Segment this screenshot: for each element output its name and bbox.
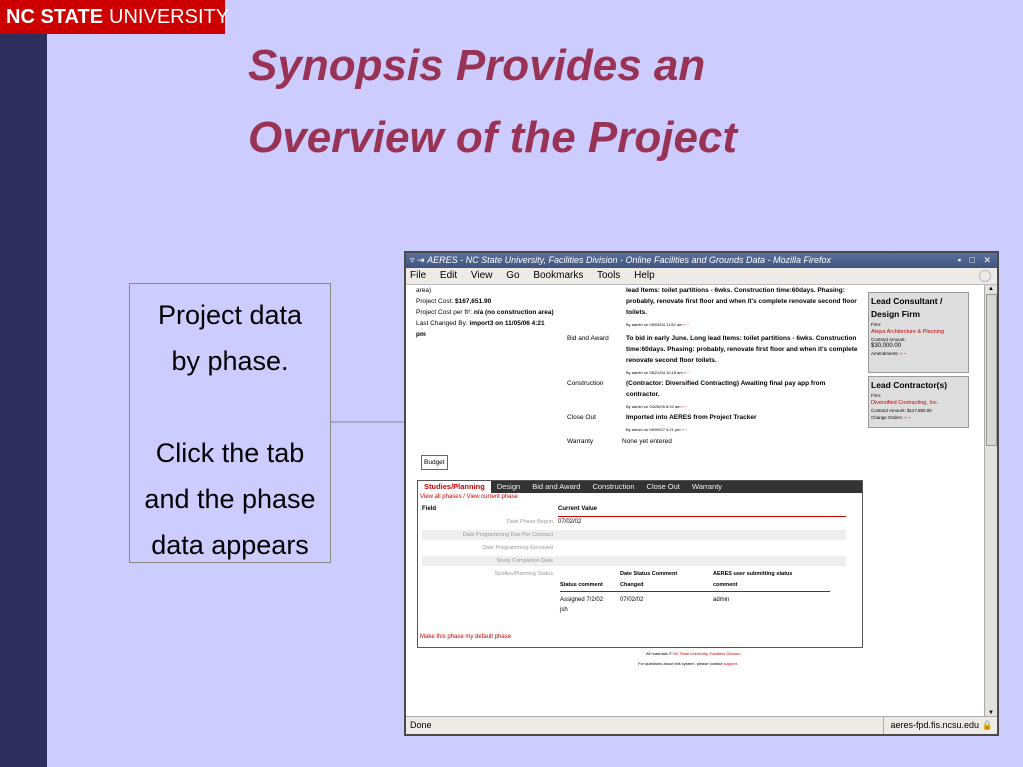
menu-help[interactable]: Help bbox=[634, 270, 655, 281]
construction-label: Construction bbox=[567, 380, 604, 387]
closeout-meta bbox=[626, 427, 687, 432]
contractor-amount: Contract Amount: $117,880.00 bbox=[871, 408, 932, 413]
consultant-amount: $30,000.00 bbox=[871, 343, 902, 349]
footer-support-link[interactable]: support. bbox=[723, 661, 739, 666]
status-rule bbox=[560, 591, 830, 592]
status-bar bbox=[406, 716, 997, 734]
menu-edit[interactable]: Edit bbox=[439, 270, 458, 281]
menu-go[interactable]: Go bbox=[506, 270, 520, 281]
area-tail: area) bbox=[416, 287, 432, 294]
status-comment-1: Assigned 7/2/02 bbox=[560, 597, 604, 603]
consultant-amount-label: Contract Amount: bbox=[871, 337, 906, 342]
footer-copyright: All materials © bbox=[646, 651, 672, 656]
window-title: AERES - NC State University, Facilities Division - Online Facilities and Grounds Data - Mozilla Firefox bbox=[427, 255, 832, 265]
scroll-thumb[interactable] bbox=[986, 294, 997, 446]
phase-panel bbox=[417, 480, 863, 648]
menu-view[interactable]: View bbox=[470, 270, 493, 281]
status-col-date-1: Date Status Comment bbox=[620, 571, 678, 577]
cost-per-ft-value: n/a (no construction area) bbox=[473, 309, 554, 316]
last-changed-value: import3 on bbox=[469, 320, 504, 327]
tab-bid-and-award[interactable]: Bid and Award bbox=[532, 482, 581, 491]
consultant-box bbox=[868, 292, 969, 373]
project-cost-value: $167,651.90 bbox=[455, 298, 492, 305]
consultant-amendments bbox=[871, 350, 966, 357]
status-domain: aeres-fpd.fis.ncsu.edu bbox=[883, 717, 979, 734]
title-line-2: Overview of the Project bbox=[248, 113, 738, 162]
default-phase-link[interactable]: Make this phase my default phase bbox=[420, 634, 512, 640]
contractor-firm-label: Firm: bbox=[871, 393, 882, 398]
page-content bbox=[406, 285, 985, 717]
col-value-header: Current Value bbox=[558, 506, 598, 512]
project-cost bbox=[416, 298, 491, 305]
field-label: Date Programming Received bbox=[482, 545, 553, 551]
consultant-firm[interactable]: Atepa Architecture & Planning bbox=[871, 329, 945, 335]
closeout-more-link[interactable]: » ~ bbox=[681, 427, 688, 432]
browser-window bbox=[404, 251, 999, 736]
field-label: Date Phase Begun bbox=[506, 519, 553, 525]
callout-line-1: Project data bbox=[157, 300, 303, 330]
field-label: Date Programming Due Per Contract bbox=[462, 532, 553, 538]
change-orders-link[interactable]: » ~ bbox=[904, 415, 911, 420]
status-col-user-1: AERES user submitting status bbox=[713, 571, 793, 577]
construction-more-link[interactable]: » ~ bbox=[681, 404, 688, 409]
menu-bar bbox=[406, 268, 997, 285]
contractor-heading: Lead Contractor(s) bbox=[871, 380, 948, 390]
bid-label: Bid and Award bbox=[567, 335, 609, 342]
callout-line-2: by phase. bbox=[171, 346, 289, 376]
status-col-comment: Status comment bbox=[560, 582, 603, 588]
title-line-1: Synopsis Provides an bbox=[248, 41, 706, 90]
bid-meta-text: By admin on 05/21/04 10:18 am bbox=[626, 370, 683, 375]
consultant-heading-2: Design Firm bbox=[871, 309, 921, 319]
window-menu-icon[interactable]: ▿ ⇥ bbox=[410, 255, 425, 265]
status-col-date-2: Changed bbox=[620, 582, 644, 588]
budget-button[interactable]: Budget bbox=[421, 455, 448, 470]
footer-line-1 bbox=[646, 651, 742, 656]
logo-bold: NC STATE bbox=[6, 5, 104, 28]
callout-line-4: and the phase bbox=[144, 484, 316, 514]
closeout-text: Imported into AERES from Project Tracker bbox=[626, 414, 757, 421]
tab-studies-planning[interactable]: Studies/Planning bbox=[418, 481, 491, 493]
tab-design[interactable]: Design bbox=[496, 482, 521, 491]
last-changed bbox=[416, 320, 545, 327]
consultant-amendments-label: Amendments: bbox=[871, 351, 899, 356]
last-changed-date: 11/05/06 4:21 bbox=[504, 320, 545, 327]
status-text: Done bbox=[410, 720, 432, 730]
closeout-label: Close Out bbox=[567, 414, 596, 421]
scroll-down-icon[interactable]: ▼ bbox=[988, 710, 994, 716]
design-text-1: lead Items: toilet partitions - 6wks. Construction time:60days. Phasing: bbox=[626, 287, 845, 294]
menu-tools[interactable]: Tools bbox=[596, 270, 621, 281]
warranty-label: Warranty bbox=[567, 438, 594, 445]
construction-meta-text: By admin on 04/26/05 8:20 am bbox=[626, 404, 681, 409]
contractor-change-orders bbox=[871, 414, 966, 421]
phase-view-links[interactable]: View all phases / View current phase bbox=[420, 494, 518, 500]
scroll-up-icon[interactable]: ▲ bbox=[988, 286, 994, 292]
bid-text-3: renovate second floor toilets. bbox=[626, 357, 717, 364]
menu-file[interactable]: File bbox=[410, 270, 427, 281]
design-text-2: probably, renovate first floor and when it's complete renovate second floor bbox=[626, 298, 857, 305]
tab-close-out[interactable]: Close Out bbox=[646, 482, 680, 491]
callout-line-5: data appears bbox=[151, 530, 309, 560]
design-meta bbox=[626, 322, 689, 327]
footer-contact-text: For questions about this system, please contact bbox=[638, 661, 723, 666]
last-changed-label: Last Changed By: bbox=[416, 320, 468, 327]
status-col-user-2: comment bbox=[713, 582, 738, 588]
project-cost-label: Project Cost: bbox=[416, 298, 454, 305]
warranty-text: None yet entered bbox=[622, 438, 672, 445]
consultant-heading-1: Lead Consultant / bbox=[871, 296, 943, 306]
contractor-box bbox=[868, 376, 969, 428]
cost-per-ft-label: Project Cost per ft²: bbox=[416, 309, 472, 316]
design-meta-text: By admin on 05/03/04 11:52 am bbox=[626, 322, 683, 327]
tab-construction[interactable]: Construction bbox=[592, 482, 635, 491]
consultant-firm-label: Firm: bbox=[871, 322, 882, 327]
status-date: 07/02/02 bbox=[620, 597, 644, 603]
throbber-icon bbox=[979, 270, 991, 282]
last-changed-time: pm bbox=[416, 331, 426, 338]
contractor-firm[interactable]: Diversified Contracting, Inc. bbox=[871, 400, 939, 406]
field-label: Studies/Planning Status bbox=[494, 571, 553, 577]
tab-warranty[interactable]: Warranty bbox=[691, 482, 723, 491]
window-controls-icon[interactable]: ▪ □ ✕ bbox=[957, 255, 994, 265]
field-value: 07/02/02 bbox=[558, 519, 582, 525]
bid-more-link[interactable]: » ~ bbox=[683, 370, 690, 375]
construction-text-2: contractor. bbox=[626, 391, 660, 398]
design-text-3: toilets. bbox=[626, 309, 647, 316]
phase-tabs bbox=[418, 481, 862, 493]
construction-meta bbox=[626, 404, 687, 409]
status-comment-2: jsh bbox=[560, 607, 568, 613]
footer-line-2 bbox=[638, 661, 738, 666]
field-label: Study Completion Date bbox=[496, 558, 553, 564]
change-orders-label: Change Orders: bbox=[871, 415, 904, 420]
project-cost-per-ft bbox=[416, 309, 554, 316]
browser-titlebar bbox=[406, 253, 997, 268]
construction-text-1: (Contractor: Diversified Contracting) Awaiting final pay app from bbox=[626, 380, 826, 387]
status-user: admin bbox=[713, 597, 730, 603]
consultant-amendments-link[interactable]: » ~ bbox=[900, 351, 907, 356]
logo-regular: UNIVERSITY bbox=[109, 5, 230, 28]
col-field-header: Field bbox=[422, 506, 437, 512]
bid-text-1: To bid in early June. Long lead Items: toilet partitions - 6wks. Construction bbox=[626, 335, 857, 342]
bid-meta bbox=[626, 370, 690, 375]
callout-line-3: Click the tab bbox=[155, 438, 305, 468]
vertical-scrollbar[interactable] bbox=[984, 285, 997, 717]
footer-ncsu-link[interactable]: NC State University, Facilities Division. bbox=[672, 651, 742, 656]
menu-bookmarks[interactable]: Bookmarks bbox=[533, 270, 584, 281]
lock-icon[interactable]: 🔒 bbox=[981, 720, 993, 730]
closeout-meta-text: By admin on 06/09/07 4:21 pm bbox=[626, 427, 681, 432]
header-rule bbox=[558, 516, 846, 517]
design-more-link[interactable]: » ~ bbox=[683, 322, 690, 327]
bid-text-2: time:60days. Phasing: probably, renovate first floor and when it's complete bbox=[626, 346, 858, 353]
